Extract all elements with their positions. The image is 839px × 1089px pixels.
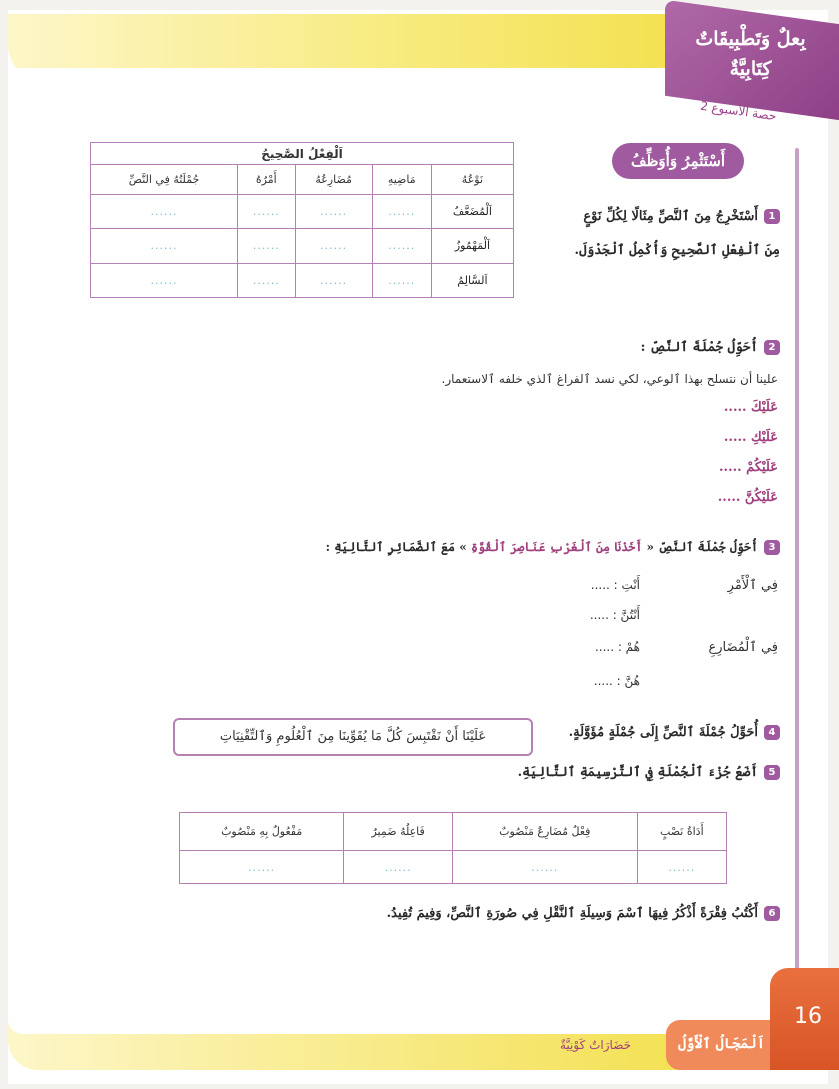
- table1-header: أَمْرُهُ: [238, 165, 295, 195]
- side-divider: [795, 148, 799, 978]
- page-number: 16: [794, 1004, 822, 1029]
- table1-cell[interactable]: ......: [295, 229, 372, 263]
- q3-mudari-label: فِي ٱلْمُضَارِعِ: [708, 640, 778, 655]
- question-1: [540, 200, 780, 268]
- q2-item[interactable]: عَلَيْكُنَّ .....: [717, 490, 778, 505]
- q3-amr-label: فِي ٱلْأَمْرِ: [727, 578, 778, 593]
- q6-text: أَكْتُبُ فِقْرَةً أَذْكُرُ فِيهَا ٱسْمَ وَسِيلَةِ ٱلنَّقْلِ فِي صُورَةِ ٱلنَّصِّ، وَفِيمَ تُفِيدُ.: [386, 906, 758, 921]
- table2-header: فِعْلٌ مُضَارِعٌ مَنْصُوبٌ: [452, 813, 637, 851]
- table2-cell[interactable]: ......: [452, 851, 637, 884]
- q3-anti[interactable]: أَنْتِ : .....: [590, 578, 640, 592]
- table1-cell[interactable]: ......: [91, 229, 238, 263]
- q4-framed-sentence: عَلَيْنَا أَنْ نَقْتَبِسَ كُلَّ مَا يُقَوِّينَا مِنَ ٱلْعُلُومِ وَٱلتِّقْنِيَاتِ: [173, 718, 533, 756]
- q3-hunna[interactable]: هُنَّ : .....: [593, 674, 640, 688]
- q1-text-line1: أَسْتَخْرِجُ مِنَ ٱلنَّصِّ مِثَالًا لِكُلِّ نَوْعٍ: [583, 209, 758, 224]
- table1-cell[interactable]: ......: [91, 195, 238, 229]
- q3-number: 3: [764, 540, 780, 555]
- table2-header: مَفْعُولٌ بِهِ مَنْصُوبٌ: [180, 813, 344, 851]
- banner-line1: بِعلٌ وَتَطْبِيقَاتٌ: [695, 28, 806, 50]
- section-badge: أَسْتَثْمِرُ وَأُوَظِّفُ: [612, 143, 744, 179]
- table1-cell[interactable]: ......: [295, 263, 372, 297]
- table2-header: فَاعِلُهُ ضَمِيرٌ: [344, 813, 453, 851]
- q2-item[interactable]: عَلَيْكَ .....: [723, 400, 778, 415]
- q3-hum[interactable]: هُمْ : .....: [594, 640, 640, 654]
- question-5: [450, 765, 780, 780]
- banner-line2: كِتَابِيَّةٌ: [729, 58, 772, 80]
- week-label: حصة الأسبوع 2: [699, 98, 778, 124]
- table1-cell[interactable]: ......: [238, 229, 295, 263]
- table1-cell[interactable]: ......: [238, 195, 295, 229]
- chapter-label: اَلْمَجَالُ ٱلْأَوَّلُ: [678, 1036, 765, 1052]
- question-4: [540, 725, 780, 740]
- table1-cell[interactable]: ......: [238, 263, 295, 297]
- table1-cell[interactable]: ......: [372, 195, 431, 229]
- table1-cell[interactable]: ......: [372, 229, 431, 263]
- q6-number: 6: [764, 906, 780, 921]
- table-sound-verb: [90, 142, 514, 298]
- question-6: [300, 906, 780, 921]
- q2-item[interactable]: عَلَيْكِ .....: [723, 430, 778, 445]
- q1-number: 1: [764, 209, 780, 224]
- table1-title: اَلْفِعْلُ الصَّحِيحُ: [91, 143, 514, 165]
- table1-cell[interactable]: ......: [91, 263, 238, 297]
- table2-cell[interactable]: ......: [344, 851, 453, 884]
- q5-number: 5: [764, 765, 780, 780]
- table1-header: نَوْعُهُ: [431, 165, 513, 195]
- q2-title: أُحَوِّلُ جُمْلَةَ ٱلنَّصِّ :: [640, 340, 758, 355]
- table1-cell[interactable]: ......: [372, 263, 431, 297]
- table-sentence-diagram: [179, 812, 727, 884]
- table2-header: أَدَاةُ نَصْبٍ: [637, 813, 726, 851]
- table2-cell[interactable]: ......: [180, 851, 344, 884]
- q2-item[interactable]: عَلَيْكُمْ .....: [719, 460, 778, 475]
- table1-row-label: اَلْمُضَعَّفُ: [431, 195, 513, 229]
- q4-text: أُحَوِّلُ جُمْلَةَ ٱلنَّصِّ إِلَى جُمْلَةٍ مُؤَوَّلَةٍ.: [568, 725, 758, 740]
- banner-title: [668, 24, 833, 84]
- chapter-subtitle: حَضَارَاتٌ كَوْنِيَّةٌ: [560, 1038, 632, 1052]
- q3-text-a: أُحَوِّلُ جُمْلَةَ ٱلنَّصِّ «: [646, 540, 758, 554]
- question-2: [560, 340, 780, 355]
- q1-text-line2: مِنَ ٱلْفِعْلِ ٱلصَّحِيحِ وَأُكْمِلُ ٱلْجَدْوَلَ.: [574, 243, 780, 258]
- q2-number: 2: [764, 340, 780, 355]
- q3-text-b: » مَعَ ٱلضَّمَائِرِ ٱلتَّالِيَةِ :: [325, 540, 467, 554]
- q3-quote: أَخَذْنَا مِنَ ٱلْغَرْبِ عَنَاصِرَ ٱلْقُوَّةِ: [470, 540, 643, 554]
- q3-antunna[interactable]: أَنْتُنَّ : .....: [589, 608, 640, 622]
- table1-header: جُمْلَتُهُ فِي النَّصِّ: [91, 165, 238, 195]
- q5-text: أَضَعُ جُزْءَ ٱلْجُمْلَةِ فِي ٱلتَّرْسِيمَةِ ٱلتَّالِيَةِ.: [517, 765, 758, 780]
- question-3: [290, 540, 780, 555]
- table1-cell[interactable]: ......: [295, 195, 372, 229]
- table1-row-label: اَلسَّالِمُ: [431, 263, 513, 297]
- table1-header: مَاضِيهِ: [372, 165, 431, 195]
- table2-cell[interactable]: ......: [637, 851, 726, 884]
- table1-header: مُضَارِعُهُ: [295, 165, 372, 195]
- table1-row-label: اَلْمَهْمُوزُ: [431, 229, 513, 263]
- q4-number: 4: [764, 725, 780, 740]
- header-band: [8, 14, 698, 84]
- q2-sentence: علينا أن نتسلح بهذا ٱلوعي، لكي نسد ٱلفراغ ٱلذي خلفه ٱلاستعمار.: [441, 372, 778, 386]
